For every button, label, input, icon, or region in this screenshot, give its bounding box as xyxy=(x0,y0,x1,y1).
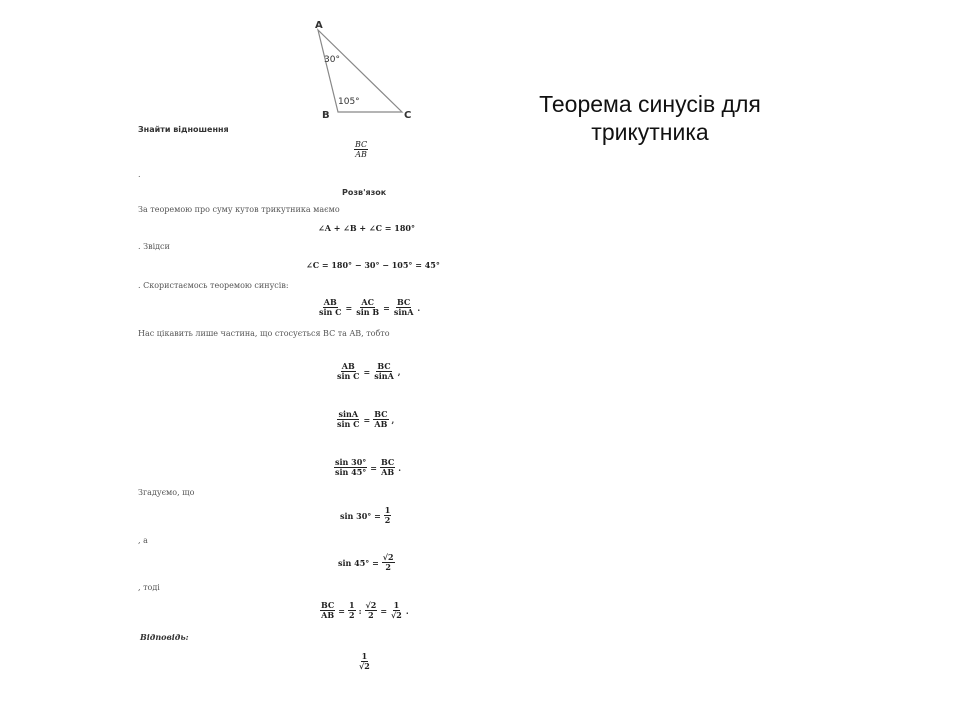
frac-num: BC xyxy=(377,361,391,371)
frac-num: BC xyxy=(355,140,368,149)
recall-text: Згадуємо, що xyxy=(138,488,195,497)
frac-den: sin 45° xyxy=(335,467,367,477)
colon-sign: : xyxy=(358,605,362,616)
equation-final xyxy=(320,601,409,620)
frac-den: √2 xyxy=(391,610,402,620)
vertex-b-label: B xyxy=(322,110,330,121)
frac-den: sinA xyxy=(374,371,394,381)
equation-angle-sum: ∠A + ∠B + ∠C = 180° xyxy=(318,223,415,233)
frac-num: BC xyxy=(374,409,388,419)
comma: , xyxy=(397,366,401,377)
equals-sign: = xyxy=(383,302,390,313)
frac-num: √2 xyxy=(365,600,377,610)
frac-den: 2 xyxy=(368,610,374,620)
frac-den: sin C xyxy=(337,371,360,381)
frac-num: AB xyxy=(323,297,337,307)
triangle-shape xyxy=(318,30,402,112)
answer-fraction xyxy=(358,652,371,671)
slide-title xyxy=(520,90,780,146)
then-text: , тоді xyxy=(138,583,160,592)
frac-num: 1 xyxy=(348,600,355,610)
sin45-lhs: sin 45° = xyxy=(338,557,379,568)
frac-num: 1 xyxy=(361,651,368,661)
and-text: , а xyxy=(138,536,148,545)
sin30-lhs: sin 30° = xyxy=(340,510,381,521)
period: . xyxy=(417,302,421,313)
equation-1 xyxy=(336,362,401,381)
solution-heading: Розв'язок xyxy=(342,188,387,197)
frac-den: 2 xyxy=(384,515,391,525)
period: . xyxy=(398,462,402,473)
answer-label: Відповідь: xyxy=(140,632,189,642)
task-text: Знайти відношення xyxy=(138,125,229,134)
task-fraction xyxy=(354,140,368,159)
hence-text: . Звідси xyxy=(138,242,170,251)
frac-den: AB xyxy=(381,467,395,477)
equation-sin30 xyxy=(340,506,391,525)
frac-num: sinA xyxy=(338,409,359,419)
frac-num: BC xyxy=(396,297,411,307)
frac-num: BC xyxy=(321,600,335,610)
frac-num: AB xyxy=(341,361,355,371)
interest-text: Нас цікавить лише частина, що стосується BC та AB, тобто xyxy=(138,329,390,338)
equals-sign: = xyxy=(363,414,371,425)
frac-den: 2 xyxy=(348,610,355,620)
equation-sin45 xyxy=(338,553,395,572)
frac-den: sin B xyxy=(356,307,380,317)
equals-sign: = xyxy=(363,366,371,377)
comma: , xyxy=(391,414,395,425)
sine-theorem-text: . Скористаємось теоремою синусів: xyxy=(138,281,289,290)
equals-sign: = xyxy=(338,605,345,616)
frac-num: BC xyxy=(380,457,395,467)
equation-3 xyxy=(334,458,401,477)
equals-sign: = xyxy=(370,462,377,473)
frac-den: 2 xyxy=(385,562,391,572)
frac-num: sin 30° xyxy=(335,457,367,467)
equation-2 xyxy=(336,410,394,429)
dot-text: . xyxy=(138,170,141,179)
slide-title-line-1: Теорема синусів для xyxy=(539,91,761,117)
equation-sine-theorem xyxy=(318,298,420,317)
angle-a-label: 30° xyxy=(324,55,340,65)
angle-b-label: 105° xyxy=(338,97,360,107)
slide-title-line-2: трикутника xyxy=(591,119,709,145)
period: . xyxy=(405,605,409,616)
frac-den: AB xyxy=(321,610,335,620)
frac-num: AC xyxy=(361,297,374,307)
triangle-diagram xyxy=(300,14,430,124)
equals-sign: = xyxy=(380,605,388,616)
vertex-a-label: A xyxy=(315,20,323,31)
frac-num: 1 xyxy=(384,505,391,515)
equation-angle-c: ∠C = 180° − 30° − 105° = 45° xyxy=(306,260,440,270)
frac-den: sin C xyxy=(319,307,342,317)
sum-theorem-text: За теоремою про суму кутов трикутника маємо xyxy=(138,205,340,214)
frac-den: AB xyxy=(374,419,388,429)
frac-den: sinA xyxy=(393,307,414,317)
vertex-c-label: C xyxy=(404,110,412,121)
frac-num: 1 xyxy=(393,600,400,610)
frac-den: sin C xyxy=(337,419,360,429)
equals-sign: = xyxy=(345,302,353,313)
frac-num: √2 xyxy=(382,552,394,562)
frac-den: AB xyxy=(355,150,367,159)
frac-den: √2 xyxy=(359,661,370,671)
